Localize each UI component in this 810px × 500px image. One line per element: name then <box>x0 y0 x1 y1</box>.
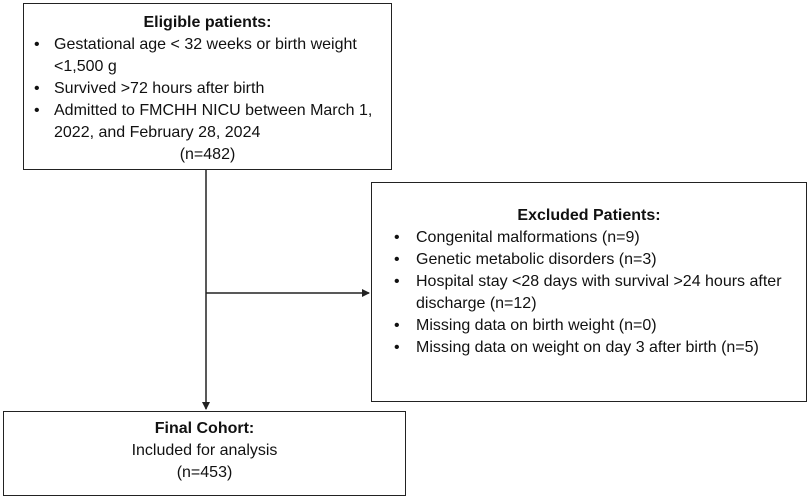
bullet-icon: • <box>34 36 40 53</box>
exclusion-reason <box>380 271 798 315</box>
reason-text: Missing data on birth weight (n=0) <box>416 317 657 334</box>
final-cohort-box <box>3 411 406 496</box>
reason-text: Congenital malformations (n=9) <box>416 229 640 246</box>
criterion-text: Admitted to FMCHH NICU between March 1, 2022, and February 28, 2024 <box>54 102 373 141</box>
excluded-title: Excluded Patients: <box>517 207 661 224</box>
eligible-criterion <box>32 100 383 144</box>
eligible-patients-box <box>23 3 392 170</box>
eligible-criteria-list <box>32 34 383 144</box>
bullet-icon: • <box>394 251 400 268</box>
exclusion-reason <box>380 227 798 249</box>
final-title: Final Cohort: <box>154 420 255 437</box>
bullet-icon: • <box>34 102 40 119</box>
exclusion-reason <box>380 315 798 337</box>
bullet-icon: • <box>394 273 400 290</box>
bullet-icon: • <box>34 80 40 97</box>
reason-text: Hospital stay <28 days with survival >24 hours after discharge (n=12) <box>416 273 782 312</box>
eligible-criterion <box>32 34 383 78</box>
exclusion-reason <box>380 337 798 359</box>
reason-text: Missing data on weight on day 3 after birth (n=5) <box>416 339 759 356</box>
criterion-text: Gestational age < 32 weeks or birth weight <1,500 g <box>54 36 357 75</box>
excluded-patients-box <box>371 182 807 402</box>
bullet-icon: • <box>394 317 400 334</box>
exclusion-reasons-list <box>380 227 798 359</box>
bullet-icon: • <box>394 229 400 246</box>
criterion-text: Survived >72 hours after birth <box>54 80 265 97</box>
reason-text: Genetic metabolic disorders (n=3) <box>416 251 657 268</box>
bullet-icon: • <box>394 339 400 356</box>
exclusion-reason <box>380 249 798 271</box>
final-description: Included for analysis <box>131 442 278 459</box>
eligible-count: (n=482) <box>179 146 236 163</box>
eligible-criterion <box>32 78 383 100</box>
eligible-title: Eligible patients: <box>143 14 272 31</box>
final-count: (n=453) <box>176 464 233 481</box>
